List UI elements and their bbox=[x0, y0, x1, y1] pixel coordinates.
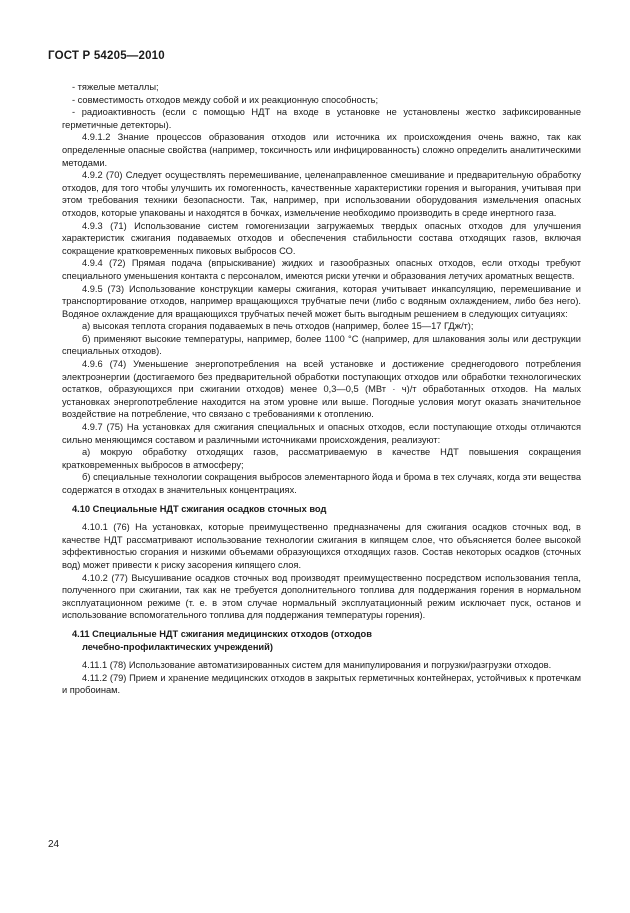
document-header: ГОСТ Р 54205—2010 bbox=[48, 50, 165, 62]
list-item: - тяжелые металлы; bbox=[72, 82, 159, 92]
section-heading-4-11-line1: 4.11 Специальные НДТ сжигания медицинских отходов (отходов bbox=[72, 628, 372, 639]
paragraph-4-9-5: 4.9.5 (73) Использование конструкции камеры сжигания, которая учитывает инкапсуляцию, перемешивание и транспортирование отходов, например вращающихся трубчатые печи (либо с водяным охлаждением, либо без него). Водяное охлаждение для вращающихся трубчатых печей может быть выгодным решением в следующих ситуациях: bbox=[62, 283, 581, 319]
section-heading-4-11 bbox=[62, 628, 581, 653]
list-item: - совместимость отходов между собой и их реакционную способность; bbox=[72, 94, 379, 105]
list-item: а) высокая теплота сгорания подаваемых в печь отходов (например, более 15—17 ГДж/т); bbox=[82, 321, 474, 332]
paragraph-4-9-4: 4.9.4 (72) Прямая подача (впрыскивание) жидких и газообразных опасных отходов, если отходы требуют специального уменьшения контакта с персоналом, имеются риски утечки и образования летучих ароматных веществ. bbox=[62, 258, 581, 281]
paragraph-4-9-7: 4.9.7 (75) На установках для сжигания специальных и опасных отходов, если поступающие отходы отличаются сильно меняющимся составом и различными источниками происхождения, реализуют: bbox=[62, 422, 581, 445]
section-heading-4-10: 4.10 Специальные НДТ сжигания осадков сточных вод bbox=[72, 503, 327, 514]
paragraph-4-9-1-2: 4.9.1.2 Знание процессов образования отходов или источника их происхождения очень важно, так как определенные опасные свойства (например, токсичность или инфицированность) сложно определить аналитическими методами. bbox=[62, 132, 581, 168]
list-item: а) мокрую обработку отходящих газов, рассматриваемую в качестве НДТ повышения сокращения кратковременных выбросов в атмосферу; bbox=[62, 447, 581, 470]
section-heading-4-11-line2: лечебно-профилактических учреждений) bbox=[82, 641, 273, 652]
paragraph-4-10-2: 4.10.2 (77) Высушивание осадков сточных вод производят преимущественно посредством использования тепла, полученного при сжигании, так как не требуется дополнительного топлива для поддержания горения в нормальном эксплуатационном режиме (т. е. в этом случае нормальный эксплуатационный режим исключает пуск, останов и использование вспомогательного топлива для поддержания температуры горения). bbox=[62, 572, 581, 621]
paragraph-4-9-3: 4.9.3 (71) Использование систем гомогенизации загружаемых твердых опасных отходов для улучшения характеристик сжигания подаваемых отходов и обеспечения стабильности состава отходящих газов, включая сокращение кратковременных пиковых выбросов СО. bbox=[62, 220, 581, 256]
list-item: - радиоактивность (если с помощью НДТ на входе в установке не установлены жестко зафиксированные герметичные детекторы). bbox=[62, 107, 581, 130]
page-number: 24 bbox=[48, 839, 60, 850]
list-item: б) применяют высокие температуры, например, более 1100 °С (например, для шлакования золы или деструкции специальных отходов). bbox=[62, 333, 581, 357]
paragraph-4-9-6: 4.9.6 (74) Уменьшение энергопотребления на всей установке и достижение среднегодового потребления электроэнергии (достигаемого без предварительной обработки поступающих отходов или обработки технологических остатков, образующихся при сжигании отходов) менее 0,3—0,5 (МВт · ч)/т обработанных отходов. На малых установках энергопотребление находится на этом уровне или выше. Погодные условия могут оказать значительное воздействие на потребление, что связано с требованиями к отоплению. bbox=[62, 359, 581, 420]
list-item: б) специальные технологии сокращения выбросов элементарного йода и брома в тех случаях, когда эти вещества содержатся в отходах в значительных концентрациях. bbox=[62, 472, 581, 495]
paragraph-4-9-2: 4.9.2 (70) Следует осуществлять перемешивание, целенаправленное смешивание и предварительную обработку отходов, для того чтобы улучшить их гомогенность, качественные характеристики горения и выгорания, учитывая при этом требования техники безопасности. Так, например, при использовании оборудования измельчения опасных отходов, которые упакованы и находятся в бочках, измельчение необходимо производить в среде инертного газа. bbox=[62, 170, 581, 218]
paragraph-4-10-1: 4.10.1 (76) На установках, которые преимущественно предназначены для сжигания осадков сточных вод, в качестве НДТ рассматривают использование технологии сжигания в кипящем слое, что объясняется более высокой эффективностью сгорания и низкими объемами образующихся отходящих газов. Состав некоторых осадков (сточных вод) может привести к риску засорения кипящего слоя. bbox=[62, 522, 581, 570]
paragraph-4-11-2: 4.11.2 (79) Прием и хранение медицинских отходов в закрытых герметичных контейнерах, устойчивых к протечкам и пробоинам. bbox=[62, 672, 581, 696]
document-body bbox=[62, 81, 581, 697]
paragraph-4-11-1: 4.11.1 (78) Использование автоматизированных систем для манипулирования и погрузки/разгрузки отходов. bbox=[82, 660, 552, 671]
